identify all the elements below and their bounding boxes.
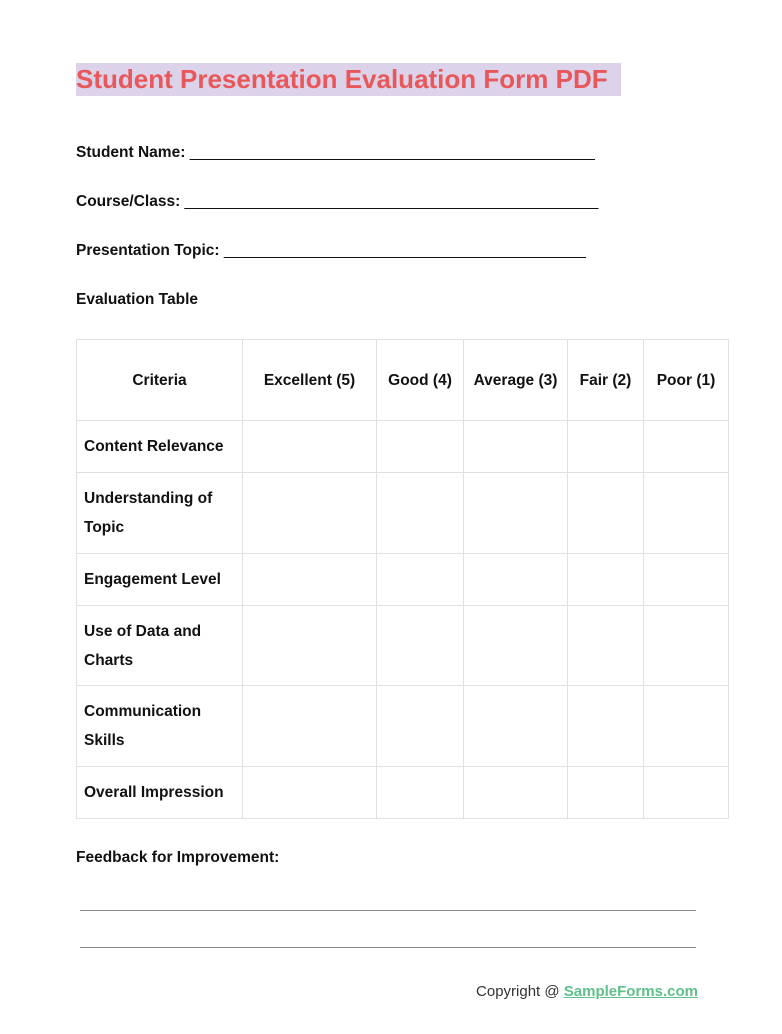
score-cell[interactable] bbox=[644, 421, 729, 473]
criteria-cell: Use of Data and Charts bbox=[77, 606, 243, 686]
header-good: Good (4) bbox=[377, 340, 464, 421]
score-cell[interactable] bbox=[644, 767, 729, 819]
score-cell[interactable] bbox=[377, 554, 464, 606]
score-cell[interactable] bbox=[377, 686, 464, 767]
header-excellent: Excellent (5) bbox=[243, 340, 377, 421]
brand-link[interactable]: SampleForms.com bbox=[563, 983, 698, 1000]
score-cell[interactable] bbox=[243, 554, 377, 606]
feedback-label: Feedback for Improvement: bbox=[76, 849, 280, 866]
table-row bbox=[77, 686, 729, 767]
table-row bbox=[77, 473, 729, 554]
feedback-line-2[interactable] bbox=[80, 947, 696, 948]
presentation-topic-blank[interactable]: __________________________________________ bbox=[223, 242, 586, 259]
score-cell[interactable] bbox=[377, 473, 464, 554]
score-cell[interactable] bbox=[464, 767, 568, 819]
table-row bbox=[77, 554, 729, 606]
course-class-label: Course/Class: bbox=[76, 193, 181, 210]
score-cell[interactable] bbox=[568, 606, 644, 686]
document-title: Student Presentation Evaluation Form PDF bbox=[76, 63, 621, 96]
student-name-blank[interactable]: _______________________________________________ bbox=[189, 144, 595, 161]
score-cell[interactable] bbox=[243, 606, 377, 686]
score-cell[interactable] bbox=[464, 421, 568, 473]
student-name-field bbox=[76, 144, 595, 162]
table-row bbox=[77, 606, 729, 686]
criteria-cell: Engagement Level bbox=[77, 554, 243, 606]
evaluation-table bbox=[76, 339, 729, 819]
criteria-cell: Content Relevance bbox=[77, 421, 243, 473]
student-name-label: Student Name: bbox=[76, 144, 186, 161]
criteria-cell: Overall Impression bbox=[77, 767, 243, 819]
evaluation-table-heading: Evaluation Table bbox=[76, 291, 199, 308]
score-cell[interactable] bbox=[568, 686, 644, 767]
score-cell[interactable] bbox=[644, 686, 729, 767]
feedback-line-1[interactable] bbox=[80, 910, 696, 911]
score-cell[interactable] bbox=[644, 473, 729, 554]
score-cell[interactable] bbox=[243, 767, 377, 819]
score-cell[interactable] bbox=[464, 606, 568, 686]
score-cell[interactable] bbox=[568, 421, 644, 473]
table-header-row bbox=[77, 340, 729, 421]
criteria-cell: Communication Skills bbox=[77, 686, 243, 767]
score-cell[interactable] bbox=[464, 686, 568, 767]
score-cell[interactable] bbox=[644, 606, 729, 686]
score-cell[interactable] bbox=[568, 554, 644, 606]
score-cell[interactable] bbox=[243, 473, 377, 554]
course-class-field bbox=[76, 193, 598, 211]
score-cell[interactable] bbox=[243, 421, 377, 473]
score-cell[interactable] bbox=[644, 554, 729, 606]
presentation-topic-field bbox=[76, 242, 586, 260]
score-cell[interactable] bbox=[377, 767, 464, 819]
header-average: Average (3) bbox=[464, 340, 568, 421]
header-fair: Fair (2) bbox=[568, 340, 644, 421]
score-cell[interactable] bbox=[464, 554, 568, 606]
table-row bbox=[77, 421, 729, 473]
header-criteria: Criteria bbox=[77, 340, 243, 421]
criteria-cell: Understanding of Topic bbox=[77, 473, 243, 554]
table-row bbox=[77, 767, 729, 819]
course-class-blank[interactable]: ________________________________________________ bbox=[184, 193, 599, 210]
score-cell[interactable] bbox=[377, 606, 464, 686]
copyright-notice bbox=[476, 983, 698, 1000]
presentation-topic-label: Presentation Topic: bbox=[76, 242, 220, 259]
score-cell[interactable] bbox=[464, 473, 568, 554]
copyright-prefix: Copyright @ bbox=[476, 983, 564, 1000]
score-cell[interactable] bbox=[377, 421, 464, 473]
score-cell[interactable] bbox=[568, 473, 644, 554]
score-cell[interactable] bbox=[568, 767, 644, 819]
score-cell[interactable] bbox=[243, 686, 377, 767]
header-poor: Poor (1) bbox=[644, 340, 729, 421]
